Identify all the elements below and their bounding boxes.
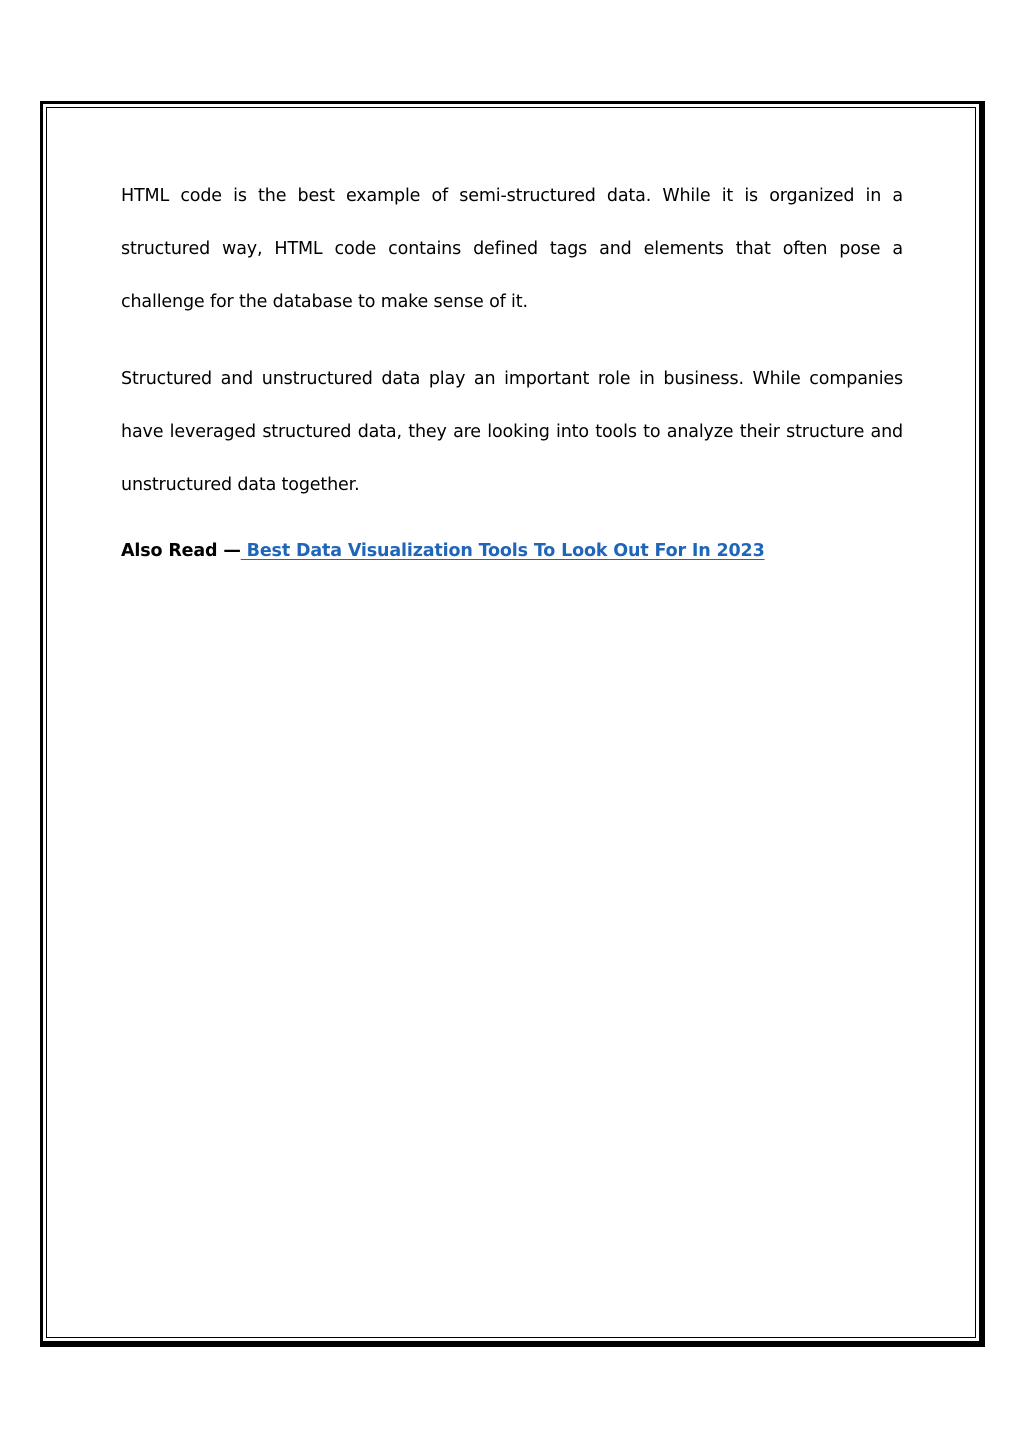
also-read-link[interactable]: Best Data Visualization Tools To Look Out For In 2023 xyxy=(240,541,765,561)
paragraph-structured-unstructured: Structured and unstructured data play an important role in business. While companies have leveraged structured data, they are looking into tools to analyze their structure and unstructured data together. xyxy=(121,369,903,495)
document-body xyxy=(121,170,903,566)
also-read-label: Also Read — xyxy=(121,541,241,561)
also-read xyxy=(121,536,903,566)
paragraph-semi-structured: HTML code is the best example of semi-structured data. While it is organized in a structured way, HTML code contains defined tags and elements that often pose a challenge for the database to make sense of it. xyxy=(121,186,903,312)
